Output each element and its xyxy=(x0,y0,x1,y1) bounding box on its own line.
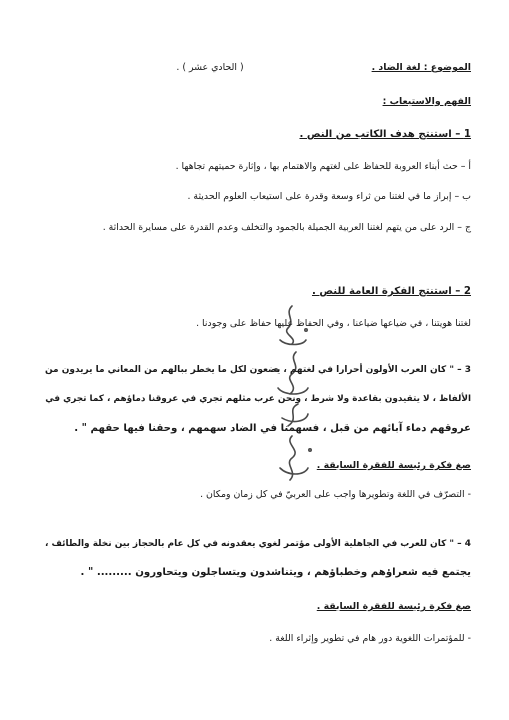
q1-option-a: أ – حث أبناء العروبة للحفاظ على لغتهم والاهتمام بها ، وإثارة حميتهم تجاهها . xyxy=(175,161,471,172)
grade-label: ( الحادي عشر ) . xyxy=(176,62,244,73)
q3-paragraph-line-2: الألفاظ ، لا يتقيدون بقاعدة ولا شرط ، ونحن عرب مثلهم تجري في عروقنا دماؤهم ، كما تجري في xyxy=(45,394,471,404)
section-title: الفهم والاستيعاب : xyxy=(382,96,471,107)
q4-paragraph-line-1: 4 – " كان للعرب في الجاهلية الأولى مؤتمر لغوي يعقدونه في كل عام بالحجاز بين نخلة والطائف ، xyxy=(44,539,471,549)
q3-paragraph-line-3: عروقهم دماء آبائهم من قبل ، فسهمنا في الضاد سهمهم ، وحقنا فيها حقهم " . xyxy=(74,423,471,434)
q1-option-b: ب – إبراز ما في لغتنا من ثراء وسعة وقدرة على استيعاب العلوم الحديثة . xyxy=(187,191,471,202)
topic-heading: الموضوع : لغة الضاد . xyxy=(371,62,471,73)
q1-title: 1 – استنتج هدف الكاتب من النص . xyxy=(299,129,471,140)
q2-answer: لغتنا هويتنا ، في ضياعها ضياعنا ، وفي الحفاظ عليها حفاظ على وجودنا . xyxy=(196,318,471,329)
q1-option-c: ج – الرد على من يتهم لغتنا العربية الجميلة بالجمود والتخلف وعدم القدرة على مسايرة الحداثة . xyxy=(102,222,471,233)
q4-paragraph-line-2: يجتمع فيه شعراؤهم وخطباؤهم ، ويتناشدون ويتساجلون ويتحاورون ......... " . xyxy=(80,567,471,578)
q3-prompt: صغ فكرة رئيسة للفقرة السابقة . xyxy=(316,460,471,471)
signature-watermark xyxy=(262,300,322,490)
q3-answer: - التصرّف في اللغة وتطويرها واجب على العربيّ في كل زمان ومكان . xyxy=(200,489,471,500)
q2-title: 2 – استنتج الفكرة العامة للنص . xyxy=(311,286,471,297)
q4-prompt: صغ فكرة رئيسة للفقرة السابقة . xyxy=(316,601,471,612)
q3-paragraph-line-1: 3 – " كان العرب الأولون أحرارا في لغتهم ، يضعون لكل ما يخطر ببالهم من المعاني ما يريدون من xyxy=(44,365,471,375)
q4-answer: - للمؤتمرات اللغوية دور هام في تطوير وإثراء اللغة . xyxy=(269,633,471,644)
